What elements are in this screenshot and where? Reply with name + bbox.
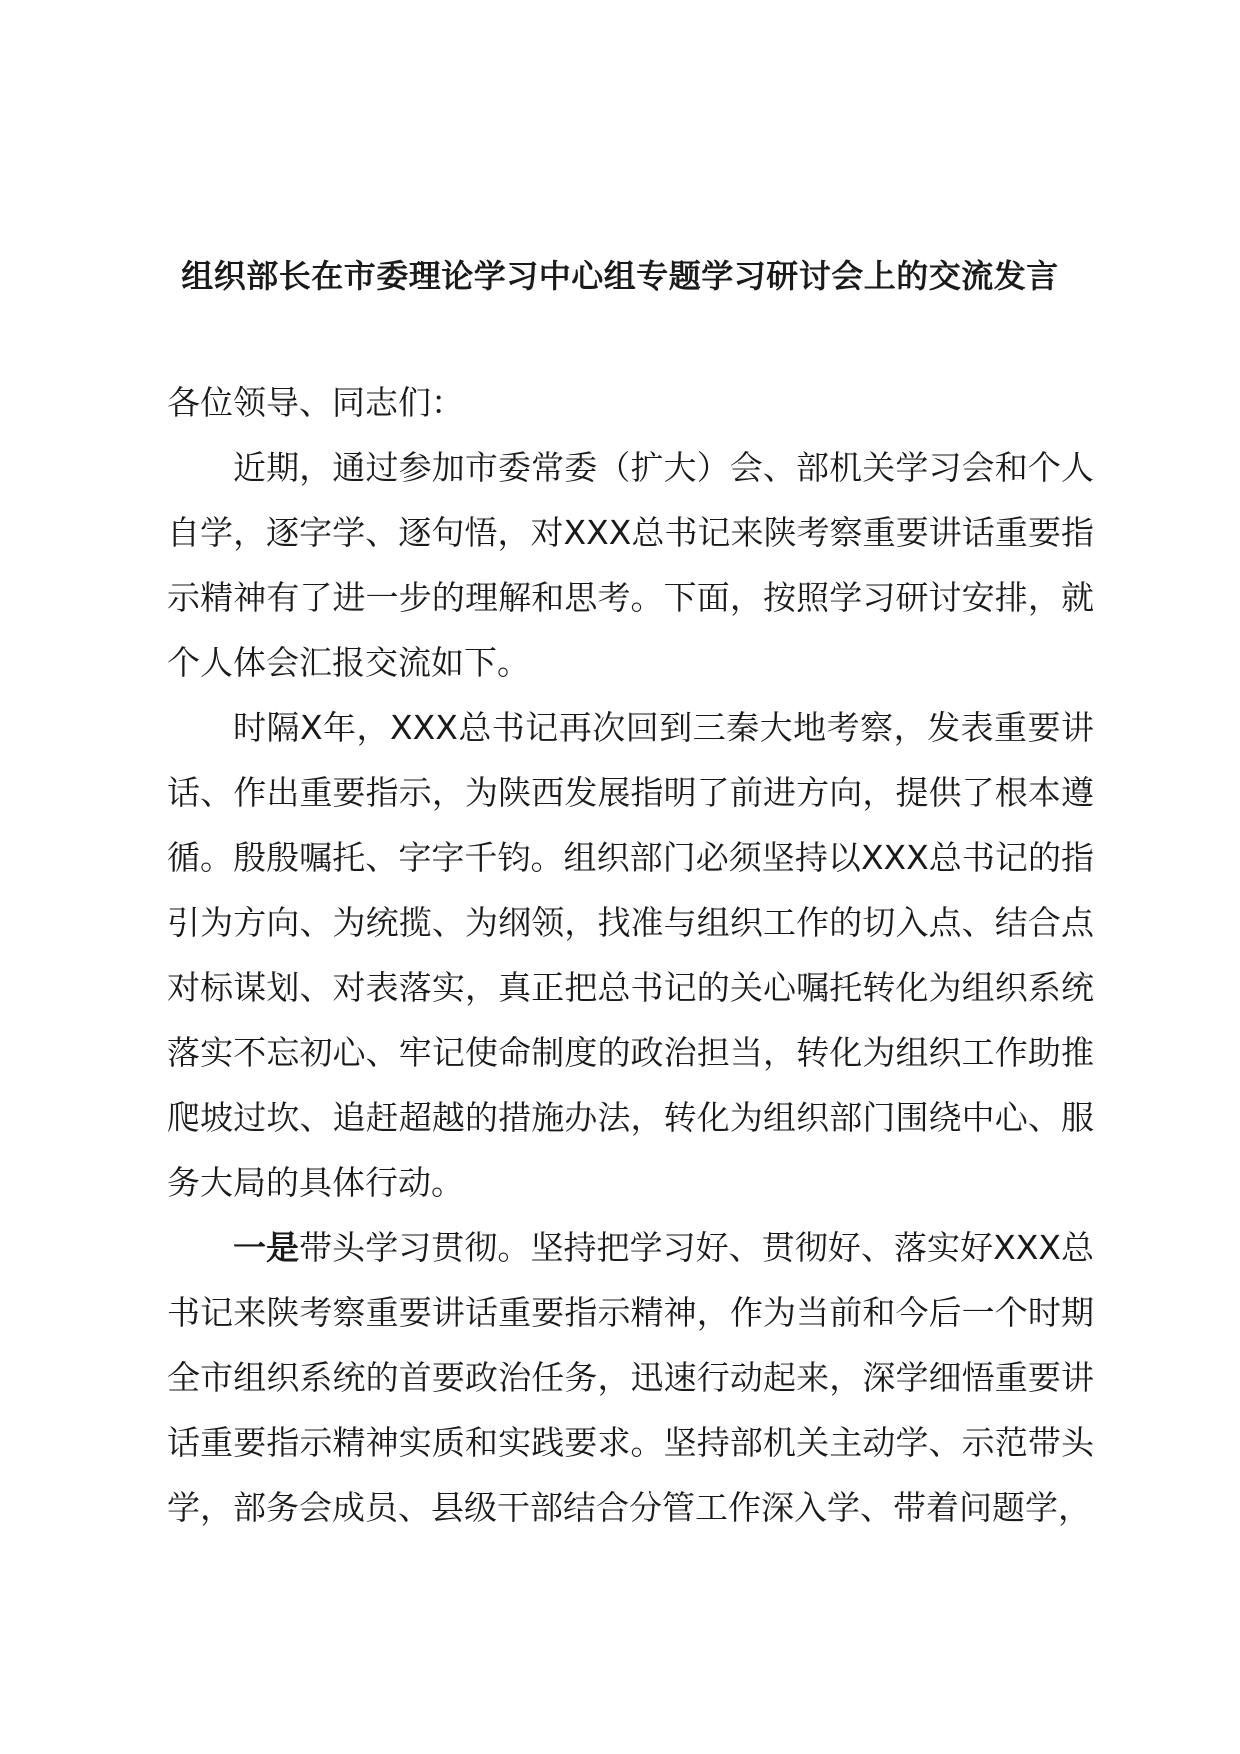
paragraph-intro: [167, 435, 1094, 695]
paragraph-text: 时隔X年，XXX总书记再次回到三秦大地考察，发表重要讲话、作出重要指示，为陕西发展指明了前进方向，提供了根本遵循。殷殷嘱托、字字千钧。组织部门必须坚持以XXX总书记的指引为方向、为统揽、为纲领，找准与组织工作的切入点、结合点对标谋划、对表落实，真正把总书记的关心嘱托转化为组织系统落实不忘初心、牢记使命制度的政治担当，转化为组织工作助推爬坡过坎、追赶超越的措施办法，转化为组织部门围绕中心、服务大局的具体行动。: [167, 708, 1094, 1202]
paragraph-lead: 一是: [233, 1228, 300, 1267]
document-title: 组织部长在市委理论学习中心组专题学习研讨会上的交流发言: [181, 257, 1059, 295]
paragraph-point-one: [167, 1215, 1094, 1540]
document-body: [167, 370, 1094, 1540]
salutation: 各位领导、同志们：: [167, 383, 464, 422]
paragraph-text: 近期，通过参加市委常委（扩大）会、部机关学习会和个人自学，逐字学、逐句悟，对XXX总书记来陕考察重要讲话重要指示精神有了进一步的理解和思考。下面，按照学习研讨安排，就个人体会汇报交流如下。: [167, 448, 1094, 682]
paragraph-text: 带头学习贯彻。坚持把学习好、贯彻好、落实好XXX总书记来陕考察重要讲话重要指示精神，作为当前和今后一个时期全市组织系统的首要政治任务，迅速行动起来，深学细悟重要讲话重要指示精神实质和实践要求。坚持部机关主动学、示范带头学，部务会成员、县级干部结合分管工作深入学、带着问题学，: [167, 1228, 1095, 1527]
paragraph-context: [167, 695, 1094, 1215]
